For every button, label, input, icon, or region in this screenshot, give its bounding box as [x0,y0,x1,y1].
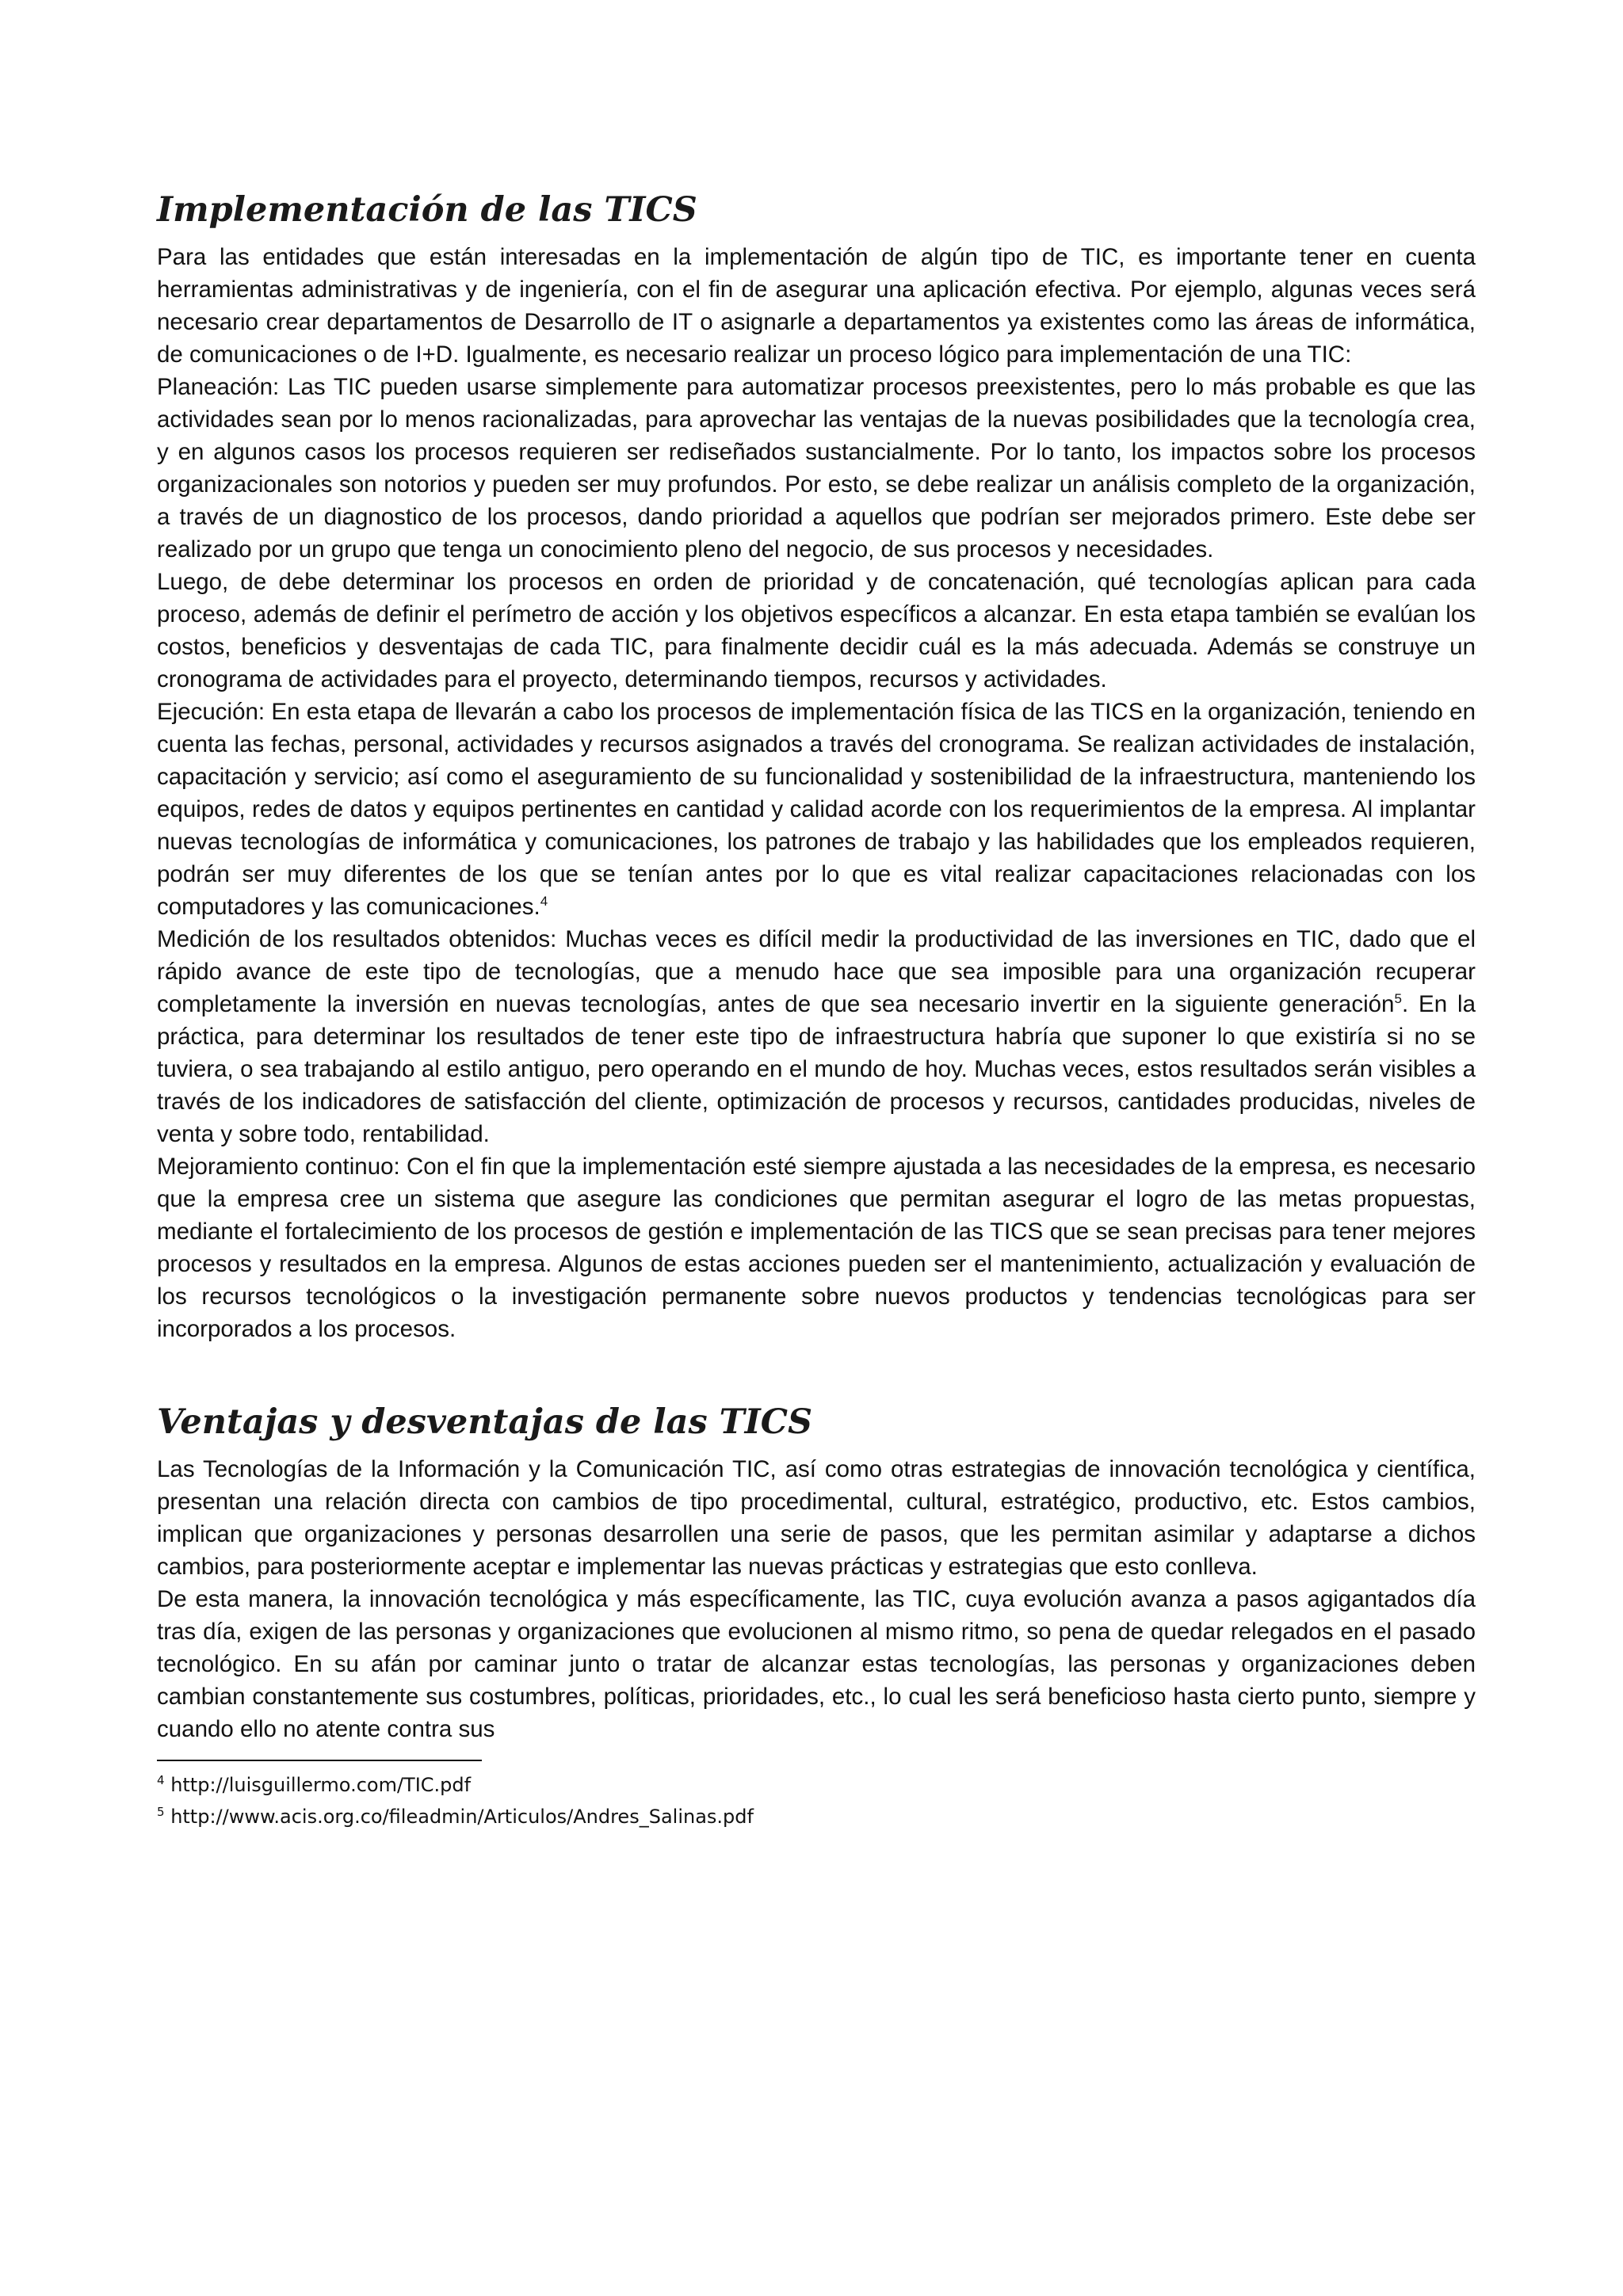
footnote-number: 5 [157,1805,165,1819]
footnote [157,1801,1476,1833]
section-heading: Implementación de las TICS [157,190,697,230]
footnote-ref[interactable]: 5 [1394,991,1402,1007]
document-page [157,189,1476,1833]
paragraph: Para las entidades que están interesadas en la implementación de algún tipo de TIC, es importante tener en cuenta herramientas administrativas y de ingeniería, con el fin de asegurar una aplicación efectiva. Por ejemplo, algunas veces será necesario crear departamentos de Desarrollo de IT o asignarle a departamentos ya existentes como las áreas de informática, de comunicaciones o de I+D. Igualmente, es necesario realizar un proceso lógico para implementación de una TIC: [157,244,1476,368]
footnote-number: 4 [157,1773,165,1787]
paragraph-text: . En la práctica, para determinar los resultados de tener este tipo de infraestructura habría que suponer lo que existiría si no se tuviera, o sea trabajando al estilo antiguo, pero operando en el mundo de hoy. Muchas veces, estos resultados serán visibles a través de los indicadores de satisfacción del cliente, optimización de procesos y recursos, cantidades producidas, niveles de venta y sobre todo, rentabilidad. [157,991,1476,1147]
paragraph-text: Medición de los resultados obtenidos: Muchas veces es difícil medir la productividad de las inversiones en TIC, dado que el rápido avance de este tipo de tecnologías, que a menudo hace que sea imposible para una organización recuperar completamente la inversión en nuevas tecnologías, antes de que sea necesario invertir en la siguiente generación [157,926,1476,1017]
paragraph: Mejoramiento continuo: Con el fin que la implementación esté siempre ajustada a las necesidades de la empresa, es necesario que la empresa cree un sistema que asegure las condiciones que permitan asegurar el logro de las metas propuestas, mediante el fortalecimiento de los procesos de gestión e implementación de las TICS que se sean precisas para tener mejores procesos y resultados en la empresa. Algunos de estas acciones pueden ser el mantenimiento, actualización y evaluación de los recursos tecnológicos o la investigación permanente sobre nuevos productos y tendencias tecnológicas para ser incorporados a los procesos. [157,1154,1476,1342]
paragraph [157,696,1476,923]
section-heading: Ventajas y desventajas de las TICS [157,1402,813,1442]
paragraph: Las Tecnologías de la Información y la Comunicación TIC, así como otras estrategias de innovación tecnológica y científica, presentan una relación directa con cambios de tipo procedimental, cultural, estratégico, productivo, etc. Estos cambios, implican que organizaciones y personas desarrollen una serie de pasos, que les permitan asimilar y adaptarse a dichos cambios, para posteriormente aceptar e implementar las nuevas prácticas y estrategias que esto conlleva. [157,1456,1476,1580]
paragraph: De esta manera, la innovación tecnológica y más específicamente, las TIC, cuya evolución avanza a pasos agigantados día tras día, exigen de las personas y organizaciones que evolucionen al mismo ritmo, so pena de quedar relegados en el pasado tecnológico. En su afán por caminar junto o tratar de alcanzar estas tecnologías, las personas y organizaciones deben cambian constantemente sus costumbres, políticas, prioridades, etc., lo cual les será beneficioso hasta cierto punto, siempre y cuando ello no atente contra sus [157,1586,1476,1742]
footnote-link[interactable]: http://www.acis.org.co/fileadmin/Articulos/Andres_Salinas.pdf [170,1806,754,1828]
footnote [157,1769,1476,1801]
paragraph-text: Ejecución: En esta etapa de llevarán a cabo los procesos de implementación física de las TICS en la organización, teniendo en cuenta las fechas, personal, actividades y recursos asignados a través del cronograma. Se realizan actividades de instalación, capacitación y servicio; así como el aseguramiento de su funcionalidad y sostenibilidad de la infraestructura, manteniendo los equipos, redes de datos y equipos pertinentes en cantidad y calidad acorde con los requerimientos de la empresa. Al implantar nuevas tecnologías de informática y comunicaciones, los patrones de trabajo y las habilidades que los empleados requieren, podrán ser muy diferentes de los que se tenían antes por lo que es vital realizar capacitaciones relacionadas con los computadores y las comunicaciones. [157,699,1476,920]
paragraph: Luego, de debe determinar los procesos en orden de prioridad y de concatenación, qué tecnologías aplican para cada proceso, además de definir el perímetro de acción y los objetivos específicos a alcanzar. En esta etapa también se evalúan los costos, beneficios y desventajas de cada TIC, para finalmente decidir cuál es la más adecuada. Además se construye un cronograma de actividades para el proyecto, determinando tiempos, recursos y actividades. [157,569,1476,692]
section-ventajas [157,1401,1476,1745]
paragraph [157,923,1476,1150]
footnote-link[interactable]: http://luisguillermo.com/TIC.pdf [170,1774,472,1796]
footnote-divider [157,1760,482,1761]
section-implementacion [157,189,1476,1345]
paragraph: Planeación: Las TIC pueden usarse simplemente para automatizar procesos preexistentes, pero lo más probable es que las actividades sean por lo menos racionalizadas, para aprovechar las ventajas de la nuevas posibilidades que la tecnología crea, y en algunos casos los procesos requieren ser rediseñados sustancialmente. Por lo tanto, los impactos sobre los procesos organizacionales son notorios y pueden ser muy profundos. Por esto, se debe realizar un análisis completo de la organización, a través de un diagnostico de los procesos, dando prioridad a aquellos que podrían ser mejorados primero. Este debe ser realizado por un grupo que tenga un conocimiento pleno del negocio, de sus procesos y necesidades. [157,374,1476,563]
footnote-ref[interactable]: 4 [540,894,548,910]
